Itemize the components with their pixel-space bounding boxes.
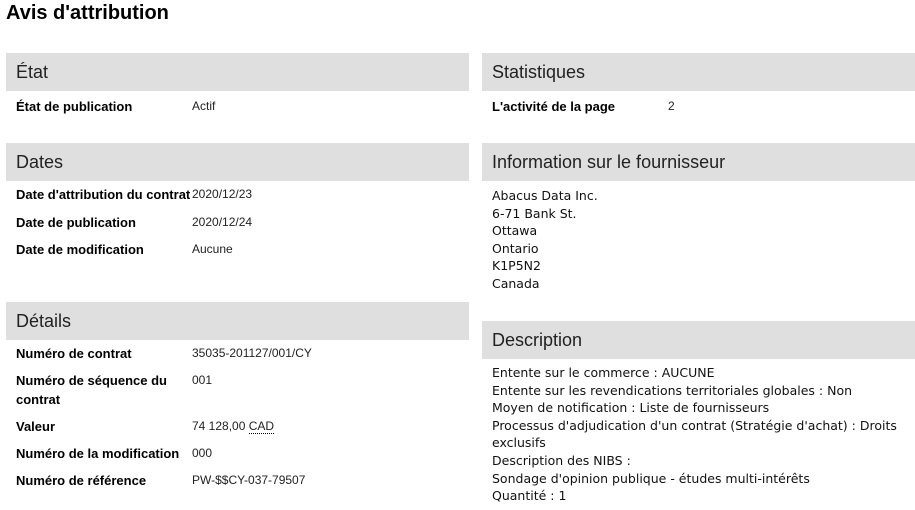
address-line: K1P5N2 (492, 258, 541, 274)
etat-section (6, 53, 469, 139)
row-label: Date de publication (16, 215, 136, 230)
description-line: Entente sur les revendications territoriales globales : Non (492, 382, 853, 398)
valeur-amount: 74 128,00 (192, 419, 246, 433)
address-line: Abacus Data Inc. (492, 188, 598, 203)
row-value: PW-$$CY-037-79507 (192, 473, 306, 487)
fournisseur-section (482, 143, 915, 321)
row-label: L'activité de la page (492, 99, 616, 114)
description-heading: Description (482, 321, 915, 359)
etat-heading: État (6, 53, 469, 91)
statistiques-section (482, 53, 915, 139)
date-modification-row (16, 240, 469, 259)
activite-page-row (492, 97, 915, 116)
row-value: Actif (192, 99, 216, 113)
row-label: Numéro de séquence du contrat (16, 373, 167, 407)
valeur-row (16, 417, 469, 436)
details-heading: Détails (6, 302, 469, 340)
row-label: Numéro de la modification (16, 446, 180, 461)
numero-sequence-row (16, 371, 469, 409)
row-label: Numéro de référence (16, 473, 147, 488)
dates-section (6, 143, 469, 302)
description-line: Processus d'adjudication d'un contrat (Stratégie d'achat) : Droits exclusifs (492, 417, 897, 451)
etat-publication-row (16, 97, 469, 116)
row-label: État de publication (16, 99, 133, 114)
numero-contrat-row (16, 344, 469, 363)
currency-abbr: CAD (248, 419, 275, 433)
dates-heading: Dates (6, 143, 469, 181)
row-label: Date d'attribution du contrat (16, 187, 191, 202)
numero-reference-row (16, 471, 469, 490)
row-value: 2020/12/24 (192, 215, 253, 229)
description-line: Entente sur le commerce : AUCUNE (492, 365, 715, 380)
row-value: 2020/12/23 (192, 187, 253, 201)
date-attribution-row (16, 185, 469, 205)
numero-modification-row (16, 444, 469, 463)
date-publication-row (16, 213, 469, 232)
address-line: Ottawa (492, 223, 538, 239)
row-value: 2 (668, 99, 675, 113)
description-line: Quantité : 1 (492, 488, 567, 504)
description-section (482, 321, 915, 505)
address-line: Canada (492, 275, 540, 291)
row-label: Valeur (16, 419, 56, 434)
description-line: Description des NIBS : (492, 452, 631, 468)
description-line: Sondage d'opinion publique - études multi-intérêts (492, 470, 810, 486)
description-body (482, 359, 912, 505)
address-line: Ontario (492, 240, 539, 256)
right-column (482, 53, 915, 505)
page-title: Avis d'attribution (6, 2, 169, 24)
description-line: Moyen de notification : Liste de fournisseurs (492, 400, 770, 416)
row-label: Numéro de contrat (16, 346, 132, 361)
fournisseur-heading: Information sur le fournisseur (482, 143, 915, 181)
row-value: 001 (192, 373, 213, 387)
fournisseur-address (482, 181, 915, 321)
row-value (192, 417, 274, 436)
address-line: 6-71 Bank St. (492, 205, 577, 221)
details-section (6, 302, 469, 490)
row-value: 35035-201127/001/CY (192, 346, 312, 360)
row-value: 000 (192, 446, 213, 460)
row-label: Date de modification (16, 242, 144, 257)
left-column (6, 53, 469, 490)
statistiques-heading: Statistiques (482, 53, 915, 91)
row-value: Aucune (192, 242, 233, 256)
